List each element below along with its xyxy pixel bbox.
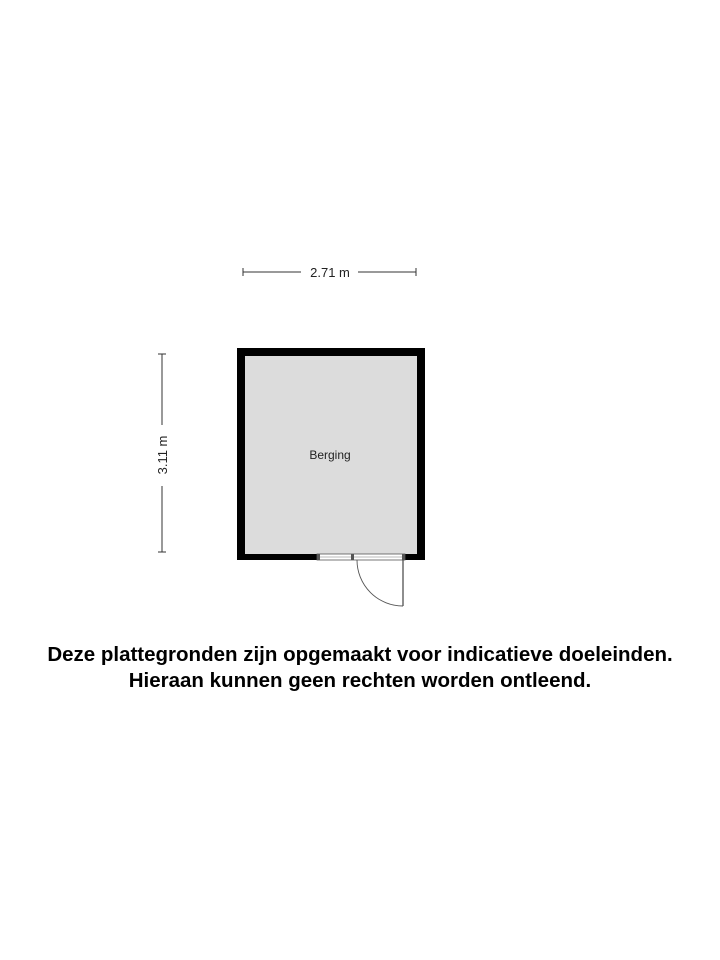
room-berging bbox=[237, 348, 425, 560]
height-dimension bbox=[155, 354, 170, 552]
disclaimer-line-2: Hieraan kunnen geen rechten worden ontleend. bbox=[128, 669, 592, 692]
wall-bottom-right bbox=[405, 554, 425, 560]
width-dimension-label: 2.71 m bbox=[310, 265, 350, 280]
door-swing bbox=[357, 560, 403, 606]
window-post-right bbox=[402, 554, 405, 560]
wall-right bbox=[417, 348, 425, 560]
height-dimension-label: 3.11 m bbox=[155, 435, 170, 475]
window-bottom bbox=[317, 554, 405, 560]
wall-left bbox=[237, 348, 245, 560]
disclaimer-line-1: Deze plattegronden zijn opgemaakt voor indicatieve doeleinden. bbox=[47, 643, 673, 666]
wall-top bbox=[237, 348, 425, 356]
window-post-mid bbox=[351, 554, 354, 560]
room-label: Berging bbox=[309, 448, 351, 462]
width-dimension bbox=[243, 265, 416, 280]
door-swing-arc bbox=[357, 560, 403, 606]
wall-bottom-left bbox=[237, 554, 317, 560]
window-post-left bbox=[317, 554, 320, 560]
